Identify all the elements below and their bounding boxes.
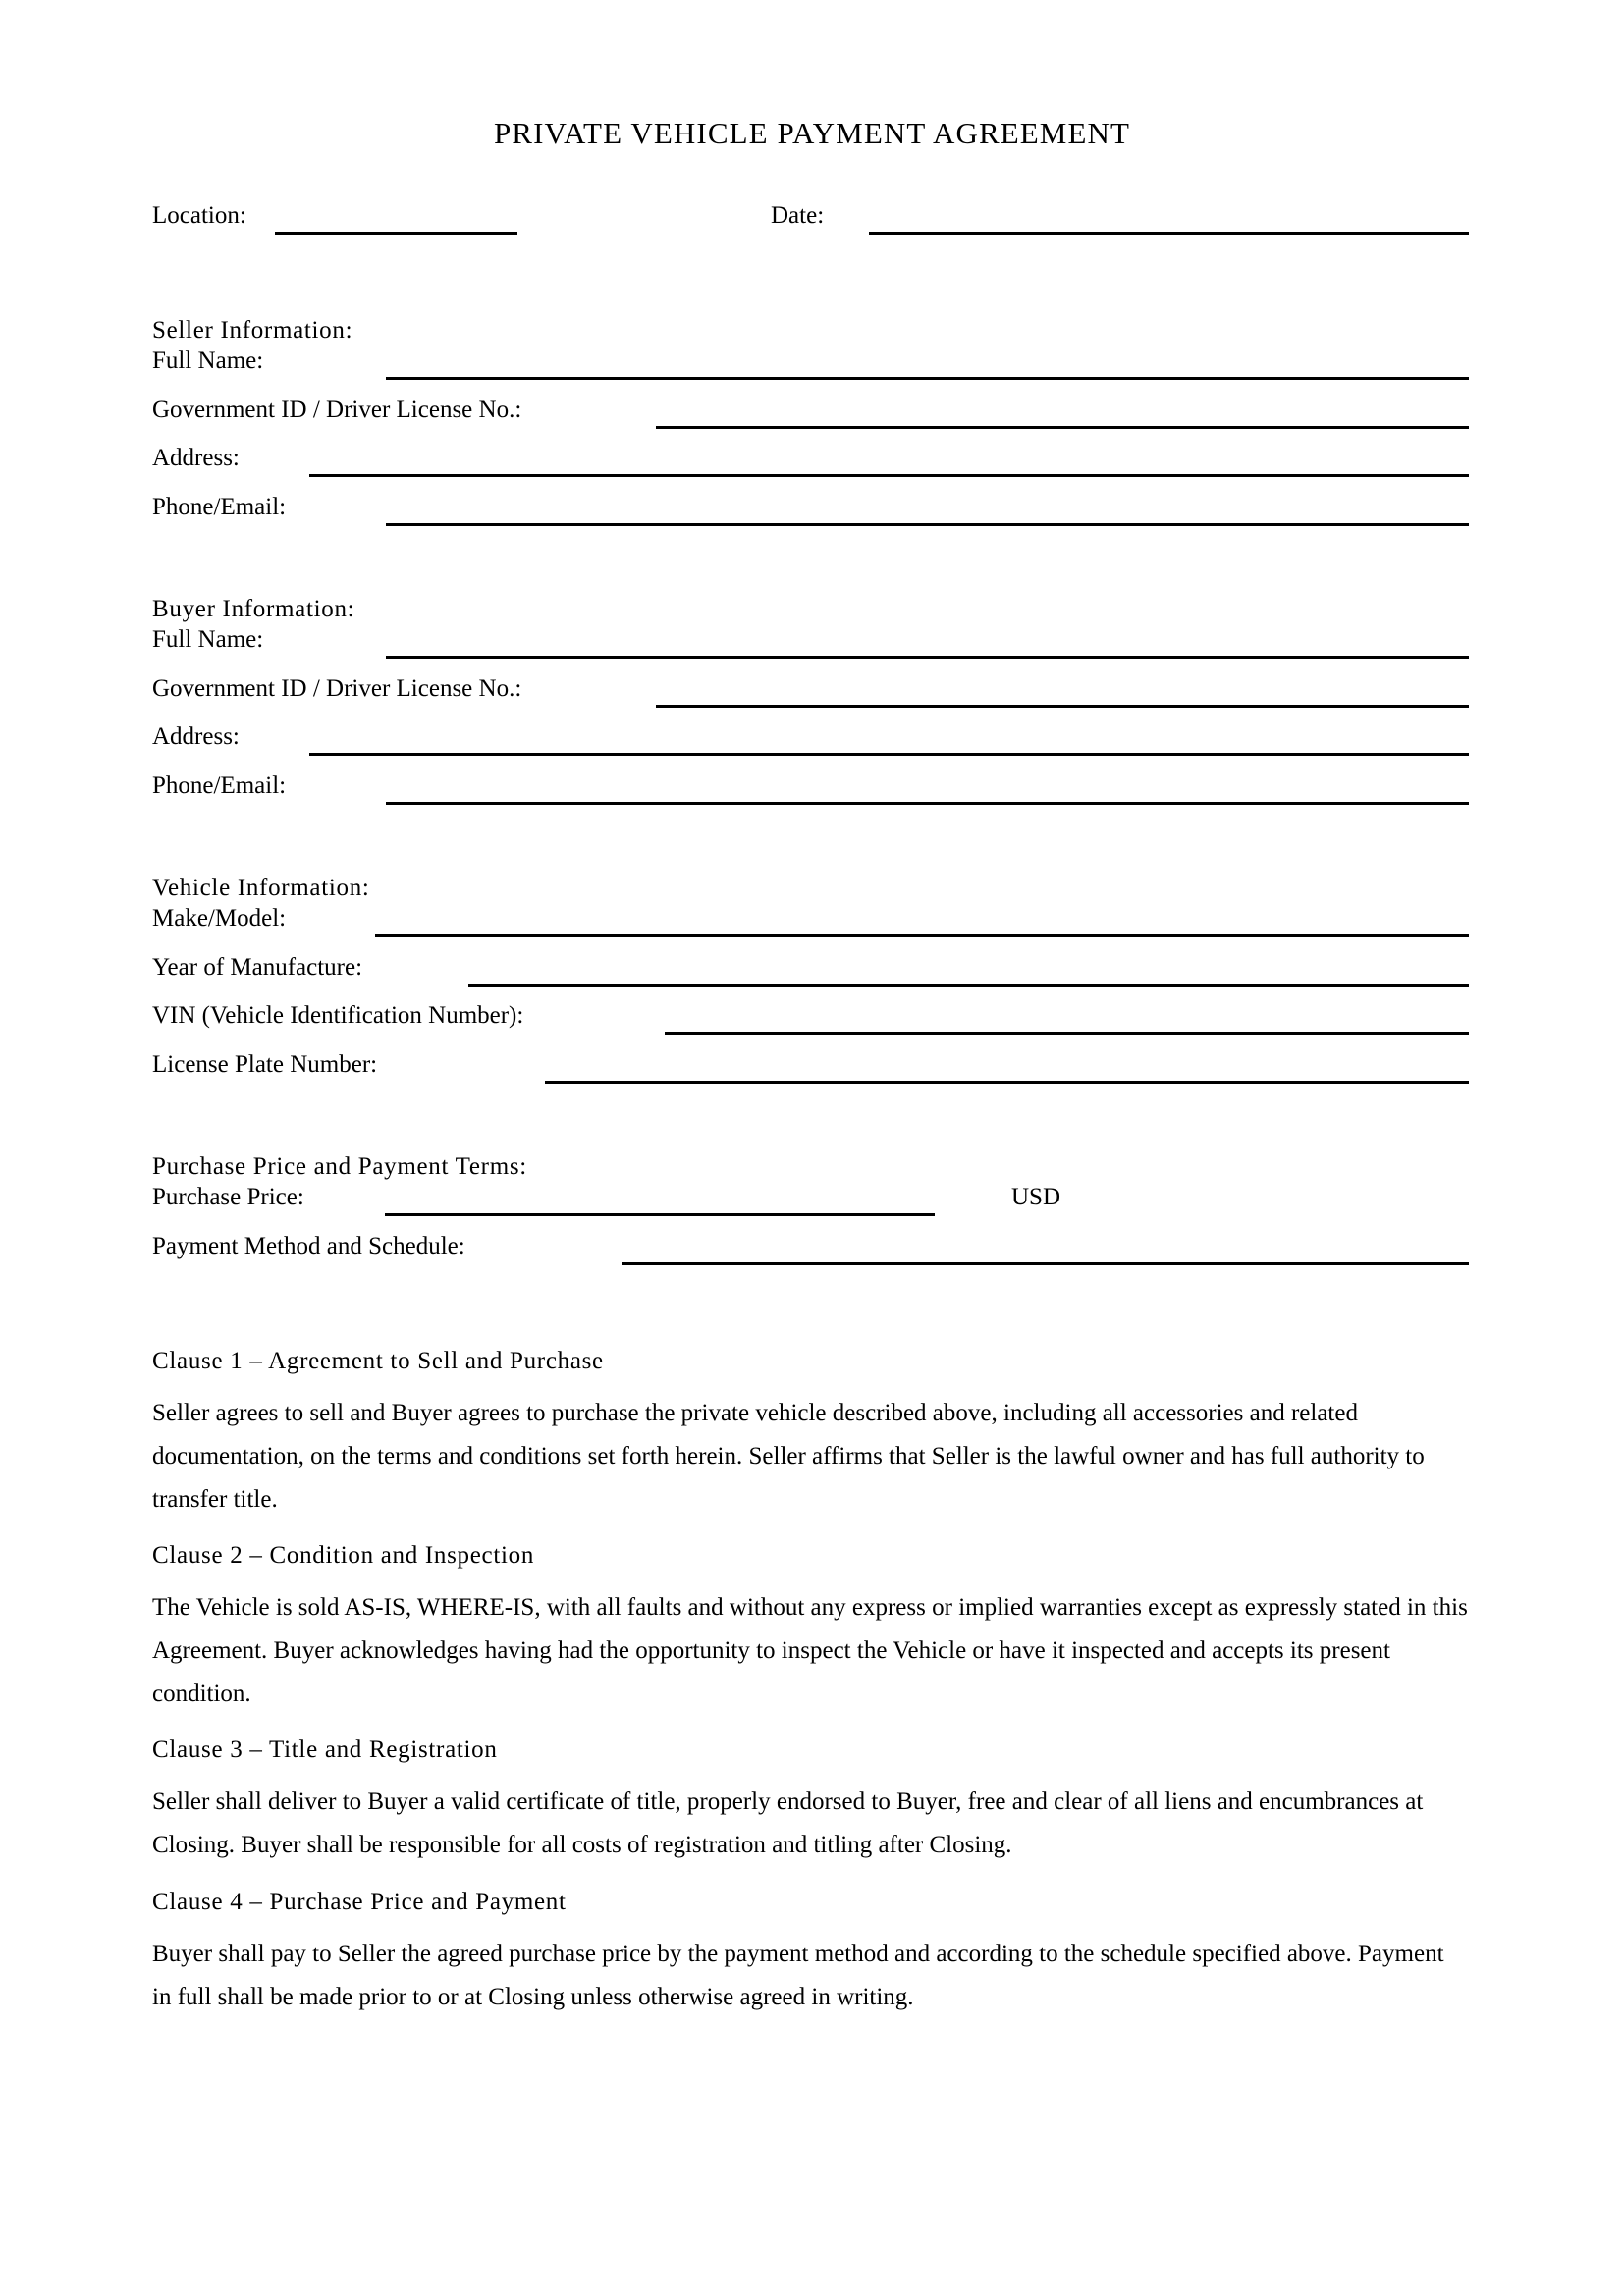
clause-3-title: Clause 3 – Title and Registration xyxy=(152,1736,498,1763)
buyer-phone-email-row xyxy=(152,772,1469,811)
vehicle-license-plate-input-line[interactable] xyxy=(545,1081,1469,1084)
payment-method-row xyxy=(152,1232,1469,1271)
purchase-price-terms-heading: Purchase Price and Payment Terms: xyxy=(152,1153,527,1180)
clause-1-title: Clause 1 – Agreement to Sell and Purchase xyxy=(152,1348,604,1374)
vehicle-license-plate-label: License Plate Number: xyxy=(152,1051,378,1078)
buyer-full-name-input-line[interactable] xyxy=(386,656,1469,659)
vehicle-make-model-label: Make/Model: xyxy=(152,905,287,932)
date-label: Date: xyxy=(771,202,825,229)
buyer-information-heading: Buyer Information: xyxy=(152,596,355,622)
vehicle-year-row xyxy=(152,953,1469,992)
clause-4 xyxy=(152,1888,1469,2019)
buyer-phone-email-label: Phone/Email: xyxy=(152,773,287,799)
clause-2 xyxy=(152,1541,1469,1716)
buyer-address-input-line[interactable] xyxy=(309,753,1469,756)
seller-full-name-label: Full Name: xyxy=(152,347,264,374)
currency-label: USD xyxy=(1011,1184,1061,1210)
seller-phone-email-input-line[interactable] xyxy=(386,523,1469,526)
clause-2-title: Clause 2 – Condition and Inspection xyxy=(152,1542,535,1569)
buyer-gov-id-input-line[interactable] xyxy=(656,705,1469,708)
clause-1-body: Seller agrees to sell and Buyer agrees to purchase the private vehicle described above, including all accessories and related documentation, on the terms and conditions set forth herein. Seller affirms that Seller is the lawful owner and has full authority to transfer title. xyxy=(152,1400,1425,1513)
purchase-price-row xyxy=(152,1183,1469,1222)
vehicle-year-input-line[interactable] xyxy=(468,984,1469,987)
buyer-phone-email-input-line[interactable] xyxy=(386,802,1469,805)
page-title: PRIVATE VEHICLE PAYMENT AGREEMENT xyxy=(493,116,1131,150)
vehicle-license-plate-row xyxy=(152,1050,1469,1090)
buyer-gov-id-label: Government ID / Driver License No.: xyxy=(152,675,522,702)
seller-information-heading: Seller Information: xyxy=(152,317,353,344)
clause-3-body: Seller shall deliver to Buyer a valid certificate of title, properly endorsed to Buyer, free and clear of all liens and encumbrances at Closing. Buyer shall be responsible for all costs of registration and titling after Closing. xyxy=(152,1789,1424,1858)
payment-method-label: Payment Method and Schedule: xyxy=(152,1233,465,1259)
buyer-address-row xyxy=(152,722,1469,762)
seller-address-input-line[interactable] xyxy=(309,474,1469,477)
seller-phone-email-label: Phone/Email: xyxy=(152,494,287,520)
purchase-price-input-line[interactable] xyxy=(385,1213,935,1216)
date-input-line[interactable] xyxy=(869,232,1469,235)
seller-address-label: Address: xyxy=(152,445,240,471)
buyer-full-name-label: Full Name: xyxy=(152,626,264,653)
seller-full-name-input-line[interactable] xyxy=(386,377,1469,380)
seller-gov-id-label: Government ID / Driver License No.: xyxy=(152,397,522,423)
buyer-gov-id-row xyxy=(152,674,1469,714)
location-label: Location: xyxy=(152,202,246,229)
seller-phone-email-row xyxy=(152,493,1469,532)
vehicle-vin-input-line[interactable] xyxy=(665,1032,1469,1035)
purchase-price-label: Purchase Price: xyxy=(152,1184,304,1210)
seller-full-name-row xyxy=(152,347,1469,386)
vehicle-vin-row xyxy=(152,1001,1469,1041)
vehicle-year-label: Year of Manufacture: xyxy=(152,954,363,981)
clause-1 xyxy=(152,1347,1469,1522)
clause-2-body: The Vehicle is sold AS-IS, WHERE-IS, with all faults and without any express or implied warranties except as expressly stated in this Agreement. Buyer acknowledges having had the opportunity to inspect the Vehicle or have it inspected and accepts its present condition. xyxy=(152,1594,1468,1707)
clause-3 xyxy=(152,1735,1469,1867)
clause-4-title: Clause 4 – Purchase Price and Payment xyxy=(152,1889,567,1915)
vehicle-make-model-input-line[interactable] xyxy=(375,934,1469,937)
payment-method-input-line[interactable] xyxy=(622,1262,1469,1265)
vehicle-information-heading: Vehicle Information: xyxy=(152,875,370,901)
buyer-address-label: Address: xyxy=(152,723,240,750)
seller-gov-id-row xyxy=(152,396,1469,435)
seller-gov-id-input-line[interactable] xyxy=(656,426,1469,429)
vehicle-make-model-row xyxy=(152,904,1469,943)
buyer-full-name-row xyxy=(152,625,1469,665)
clause-4-body: Buyer shall pay to Seller the agreed purchase price by the payment method and according to the schedule specified above. Payment in full shall be made prior to or at Closing unless otherwise agreed in writing. xyxy=(152,1941,1444,2010)
vehicle-vin-label: VIN (Vehicle Identification Number): xyxy=(152,1002,524,1029)
location-date-row xyxy=(152,201,1469,240)
location-input-line[interactable] xyxy=(275,232,517,235)
seller-address-row xyxy=(152,444,1469,483)
